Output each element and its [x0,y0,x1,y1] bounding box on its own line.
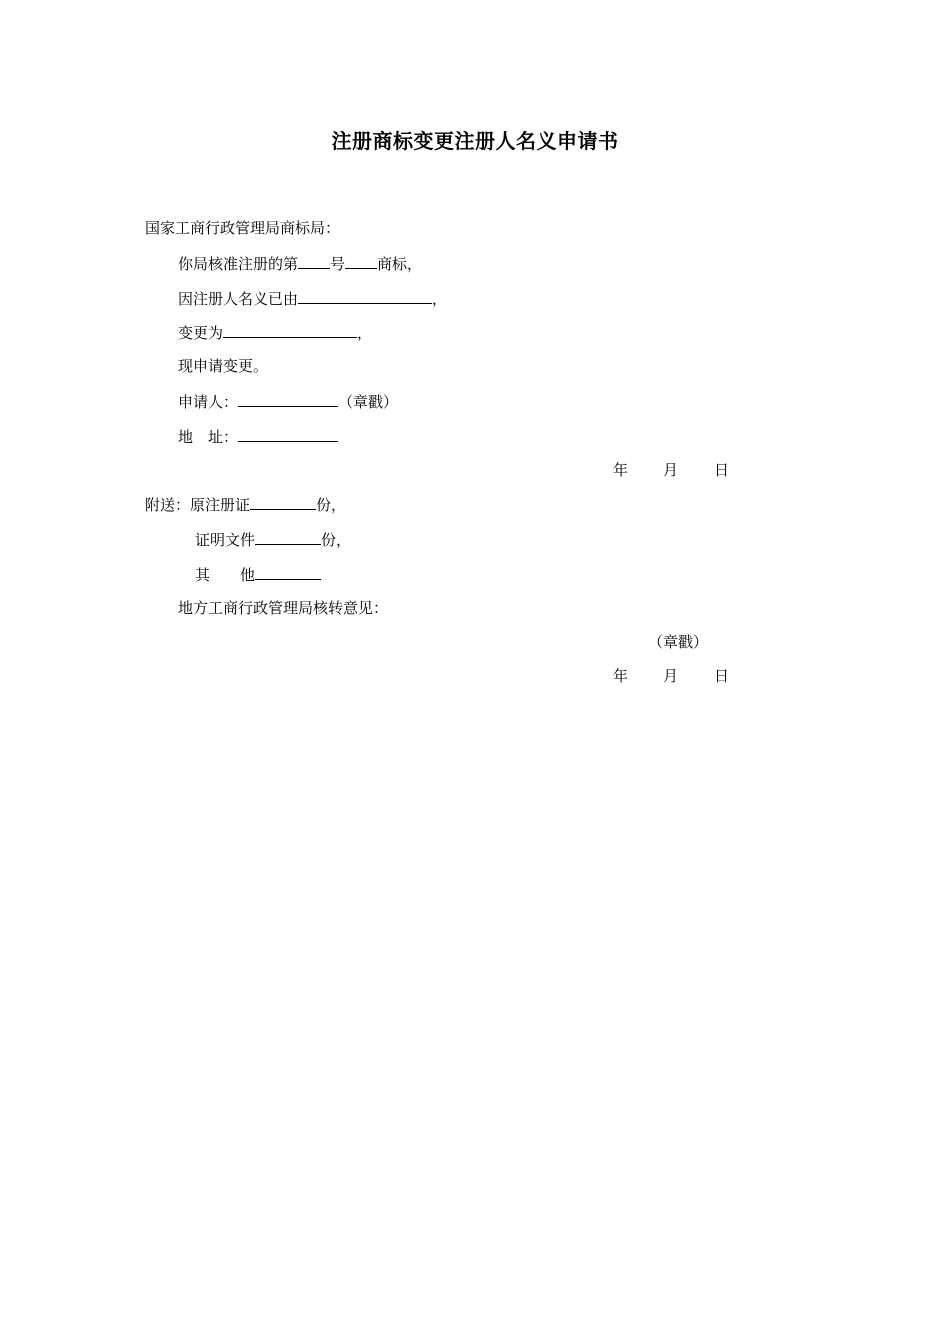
trademark-number-blank[interactable] [345,252,377,269]
line3-text-a: 变更为 [178,324,224,342]
address-blank[interactable] [238,425,338,442]
original-name-blank[interactable] [298,287,432,304]
attachment-line [145,493,346,516]
line1-text-b: 号 [330,255,346,273]
seal-2: （章戳） [648,633,709,651]
address-label: 地 址： [178,428,239,446]
recipient-line: 国家工商行政管理局商标局： [145,219,341,237]
applicant-line [178,390,398,413]
proof-unit: 份， [321,531,352,549]
proof-label: 证明文件 [195,531,256,549]
line2-text-a: 因注册人名义已由 [178,290,299,308]
date2-year: 年 [613,667,629,685]
original-certificate-count-blank[interactable] [250,493,316,510]
date2-day: 日 [714,667,730,685]
other-line [195,563,321,586]
line3-text-b: ， [357,324,373,342]
applicant-label: 申请人： [178,393,239,411]
registration-number-line [178,252,422,275]
local-opinion-line: 地方工商行政管理局核转意见： [178,599,389,617]
attach-unit: 份， [316,496,347,514]
date-line-1 [0,459,950,481]
line2-text-b: ， [432,290,448,308]
new-name-blank[interactable] [223,321,357,338]
date1-day: 日 [714,461,730,479]
line1-text-c: 商标， [377,255,423,273]
applicant-blank[interactable] [238,390,338,407]
new-name-line [178,321,372,344]
proof-count-blank[interactable] [255,528,321,545]
registration-number-blank[interactable] [298,252,330,269]
other-blank[interactable] [255,563,321,580]
document-title: 注册商标变更注册人名义申请书 [331,129,619,153]
line1-text-a: 你局核准注册的第 [178,255,299,273]
address-line [178,425,338,448]
original-name-line [178,287,447,310]
proof-line [195,528,351,551]
attach-label: 附送：原注册证 [145,496,251,514]
other-label: 其 他 [195,566,256,584]
date2-month: 月 [663,667,679,685]
applicant-seal: （章戳） [338,393,399,411]
date1-month: 月 [663,461,679,479]
request-line: 现申请变更。 [178,357,269,375]
date-line-2 [0,665,950,687]
date1-year: 年 [613,461,629,479]
